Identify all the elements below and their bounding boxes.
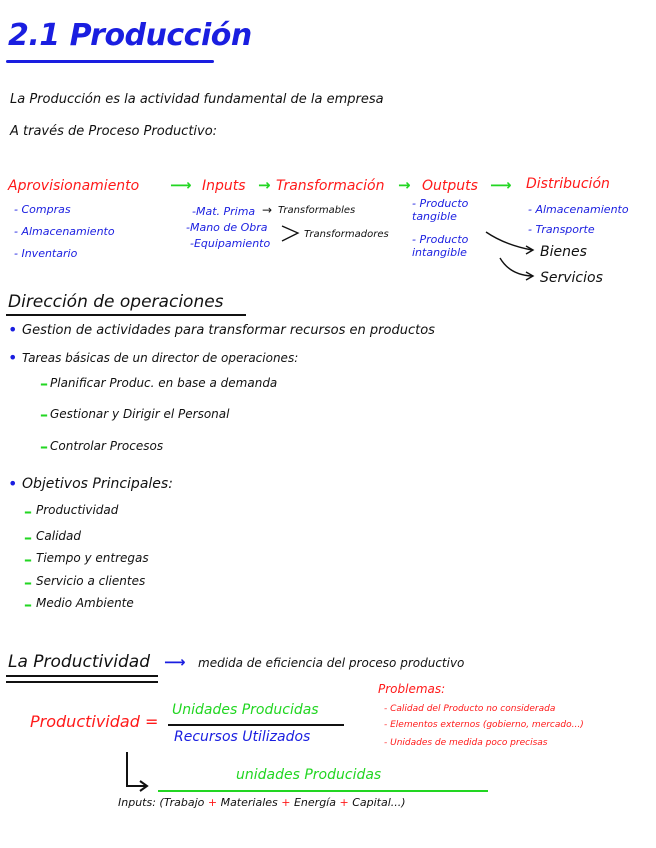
formula2-denominator [118, 796, 406, 809]
dash-icon: – [24, 502, 32, 521]
list-item: - Almacenamiento [528, 203, 629, 216]
dash-icon: – [24, 550, 32, 569]
stage-inputs: Inputs [202, 178, 246, 194]
arrow-right-icon: → [262, 203, 273, 217]
section-heading-productividad: La Productividad [8, 652, 151, 672]
tarea-item: Controlar Procesos [50, 439, 164, 453]
bullet-icon: • [8, 320, 18, 339]
servicios-label: Servicios [540, 270, 603, 286]
fraction-line [158, 790, 488, 792]
heading-underline [6, 681, 158, 683]
objetivo-item: Medio Ambiente [36, 596, 134, 610]
list-item: - Almacenamiento [14, 225, 115, 238]
arrow-right-icon: ⟶ [170, 176, 192, 194]
heading-underline [6, 314, 246, 316]
dash-icon: – [24, 528, 32, 547]
stage-transformacion: Transformación [276, 178, 385, 194]
plus-icon: + [339, 796, 349, 809]
fraction-line [168, 724, 344, 726]
objetivo-item: Calidad [36, 529, 81, 543]
arrow-right-icon: → [258, 176, 271, 194]
formula-numerator: Unidades Producidas [172, 702, 319, 718]
dash-icon: – [24, 595, 32, 614]
list-item: -Equipamiento [190, 237, 271, 250]
arrow-right-icon: → [398, 176, 411, 194]
stage-distribucion: Distribución [526, 176, 610, 192]
list-item: - Transporte [528, 223, 595, 236]
list-item: -Mano de Obra [186, 221, 268, 234]
heading-underline [6, 675, 158, 677]
intro-line-2: A través de Proceso Productivo: [10, 124, 218, 139]
dash-icon: – [40, 437, 48, 456]
bullet-tareas: Tareas básicas de un director de operaciones: [22, 351, 299, 365]
productividad-definition: medida de eficiencia del proceso productivo [198, 656, 465, 670]
arrow-right-icon: ⟶ [490, 176, 512, 194]
input-term: Materiales [220, 796, 278, 809]
dash-icon: – [40, 405, 48, 424]
input-term: Energía [293, 796, 336, 809]
problema-item: - Elementos externos (gobierno, mercado...) [384, 720, 584, 730]
bullet-icon: • [8, 474, 18, 493]
transformadores-label: Transformadores [304, 229, 389, 240]
formula-label: Productividad = [30, 712, 159, 731]
input-term: (Trabajo [159, 796, 205, 809]
problema-item: - Calidad del Producto no considerada [384, 704, 556, 714]
list-item: - Compras [14, 203, 71, 216]
objetivo-item: Servicio a clientes [36, 574, 146, 588]
formula2-numerator: unidades Producidas [236, 767, 382, 783]
page-title: 2.1 Producción [8, 18, 252, 53]
bienes-label: Bienes [540, 244, 587, 260]
input-term: Capital...) [352, 796, 406, 809]
list-item: -Mat. Prima [192, 205, 256, 218]
plus-icon: + [207, 796, 218, 809]
problemas-title: Problemas: [378, 682, 446, 696]
tarea-item: Gestionar y Dirigir el Personal [50, 407, 230, 421]
stage-aprovisionamiento: Aprovisionamiento [8, 178, 140, 194]
bullet-icon: • [8, 348, 18, 367]
plus-icon: + [281, 796, 291, 809]
dash-icon: – [40, 374, 48, 393]
bullet-objetivos: Objetivos Principales: [22, 476, 173, 492]
objetivo-item: Productividad [36, 503, 119, 517]
arrow-right-icon: ⟶ [164, 653, 186, 671]
list-item: - Inventario [14, 247, 78, 260]
bullet-gestion: Gestion de actividades para transformar recursos en productos [22, 323, 435, 338]
intro-line-1: La Producción es la actividad fundamental de la empresa [10, 92, 384, 107]
formula-denominator: Recursos Utilizados [174, 729, 311, 745]
objetivo-item: Tiempo y entregas [36, 551, 149, 565]
stage-outputs: Outputs [422, 178, 478, 194]
inputs-label: Inputs: [118, 796, 156, 809]
list-item: - Producto tangible [412, 197, 469, 223]
dash-icon: – [24, 573, 32, 592]
problema-item: - Unidades de medida poco precisas [384, 738, 548, 748]
transformables-label: Transformables [278, 205, 356, 216]
list-item: - Producto intangible [412, 233, 469, 259]
tarea-item: Planificar Produc. en base a demanda [50, 376, 278, 390]
section-heading-direccion: Dirección de operaciones [8, 292, 224, 312]
